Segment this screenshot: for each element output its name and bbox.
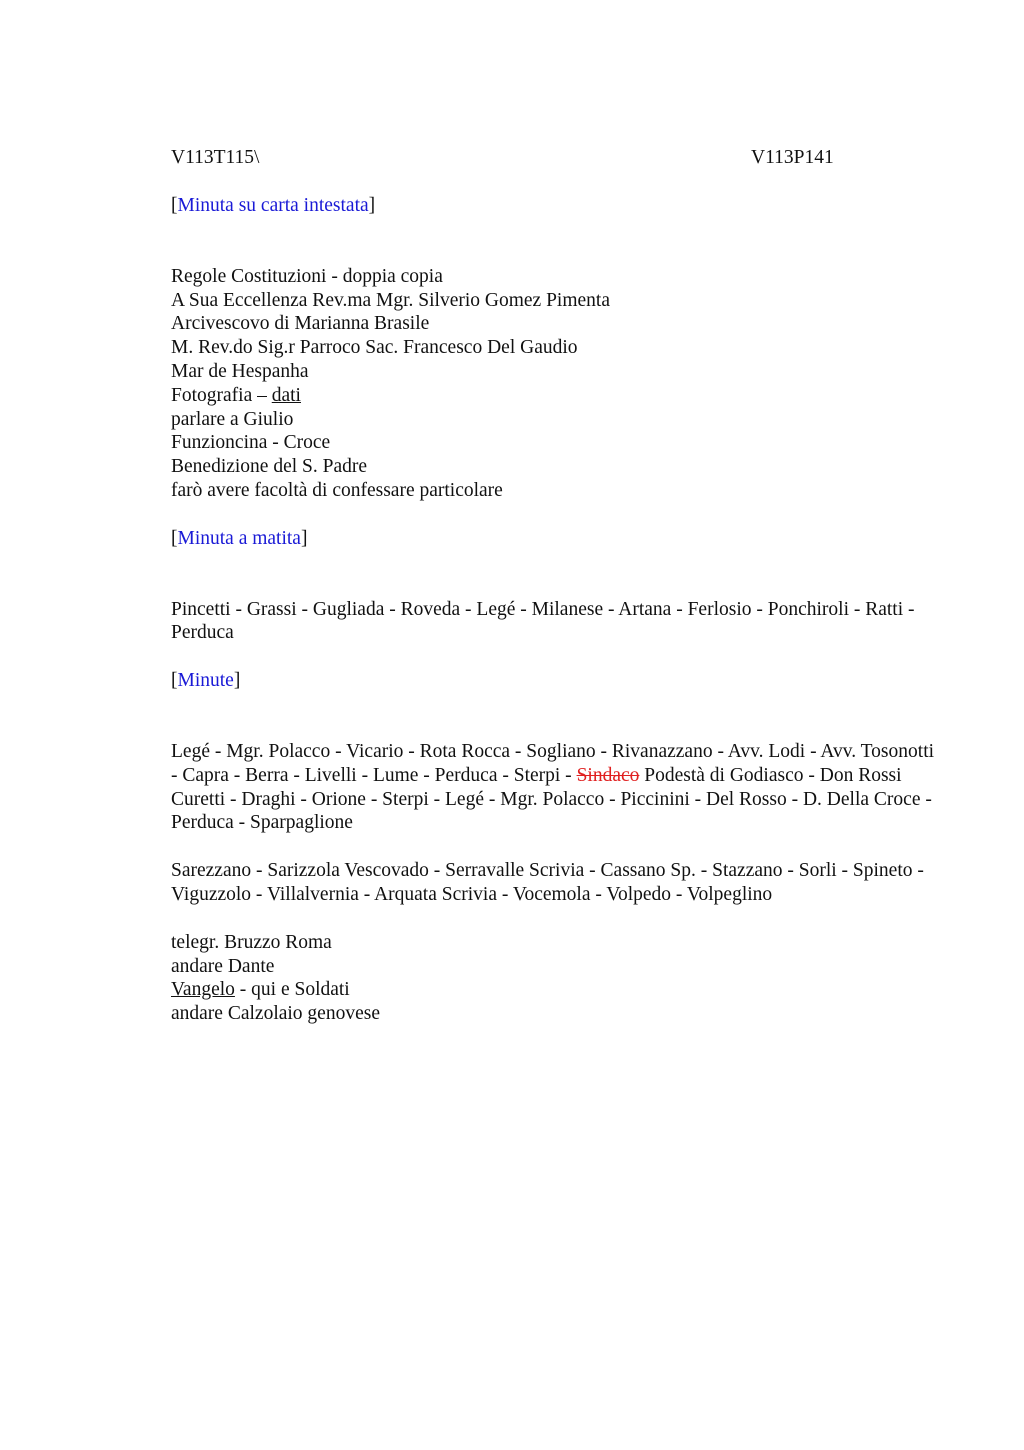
names-paragraph-1: Pincetti - Grassi - Gugliada - Roveda - Legé - Milanese - Artana - Ferlosio - Ponchiroli - Ratti - Perduca	[171, 598, 915, 644]
text-line-fotografia: Fotografia – dati	[171, 384, 301, 406]
struck-word: Sindaco	[576, 764, 640, 786]
annotation-label: Minute	[177, 670, 234, 692]
text-line: Benedizione del S. Padre	[171, 456, 368, 478]
annotation-label: Minuta su carta intestata	[177, 195, 369, 216]
annotation-label: Minuta a matita	[177, 527, 301, 549]
notes-block-1	[171, 265, 941, 503]
document-header	[171, 146, 941, 170]
text-line: Regole Costituzioni - doppia copia	[171, 265, 443, 287]
text-line: telegr. Bruzzo Roma	[171, 931, 332, 953]
text-line: farò avere facoltà di confessare particolare	[171, 479, 503, 501]
names-paragraph-3: Curetti - Draghi - Orione - Sterpi - Legé - Mgr. Polacco - Piccinini - Del Rosso - D. Della Croce - Perduca - Sparpaglione	[171, 788, 932, 834]
document-code-right: V113P141	[751, 147, 834, 168]
underlined-word: Vangelo	[171, 979, 235, 1001]
names-paragraph-2: Legé - Mgr. Polacco - Vicario - Rota Rocca - Sogliano - Rivanazzano - Avv. Lodi - Avv. Tosonotti - Capra - Berra - Livelli - Lume - Perduca - Sterpi - Sindaco Podestà di Godiasco - Don Rossi	[171, 740, 935, 786]
document-page	[171, 146, 941, 1026]
text-line-vangelo: Vangelo - qui e Soldati	[171, 979, 350, 1001]
annotation-minuta-carta-intestata: [Minuta su carta intestata]	[171, 195, 376, 216]
underlined-word: dati	[271, 384, 301, 406]
text-line: andare Dante	[171, 955, 275, 977]
text-line: Funzioncina - Croce	[171, 432, 331, 454]
annotation-minuta-a-matita: [Minuta a matita]	[171, 527, 308, 549]
places-paragraph: Sarezzano - Sarizzola Vescovado - Serravalle Scrivia - Cassano Sp. - Stazzano - Sorli - Spineto - Viguzzolo - Villalvernia - Arquata Scrivia - Vocemola - Volpedo - Volpeglino	[171, 860, 924, 905]
text-line: parlare a Giulio	[171, 408, 294, 430]
text-line: andare Calzolaio genovese	[171, 1003, 380, 1025]
document-code-left: V113T115\	[171, 147, 260, 168]
text-line: Mar de Hespanha	[171, 360, 309, 382]
text-line: Arcivescovo di Marianna Brasile	[171, 313, 430, 335]
annotation-minute: [Minute]	[171, 670, 241, 692]
text-line: M. Rev.do Sig.r Parroco Sac. Francesco Del Gaudio	[171, 337, 578, 359]
text-line: A Sua Eccellenza Rev.ma Mgr. Silverio Gomez Pimenta	[171, 289, 610, 311]
